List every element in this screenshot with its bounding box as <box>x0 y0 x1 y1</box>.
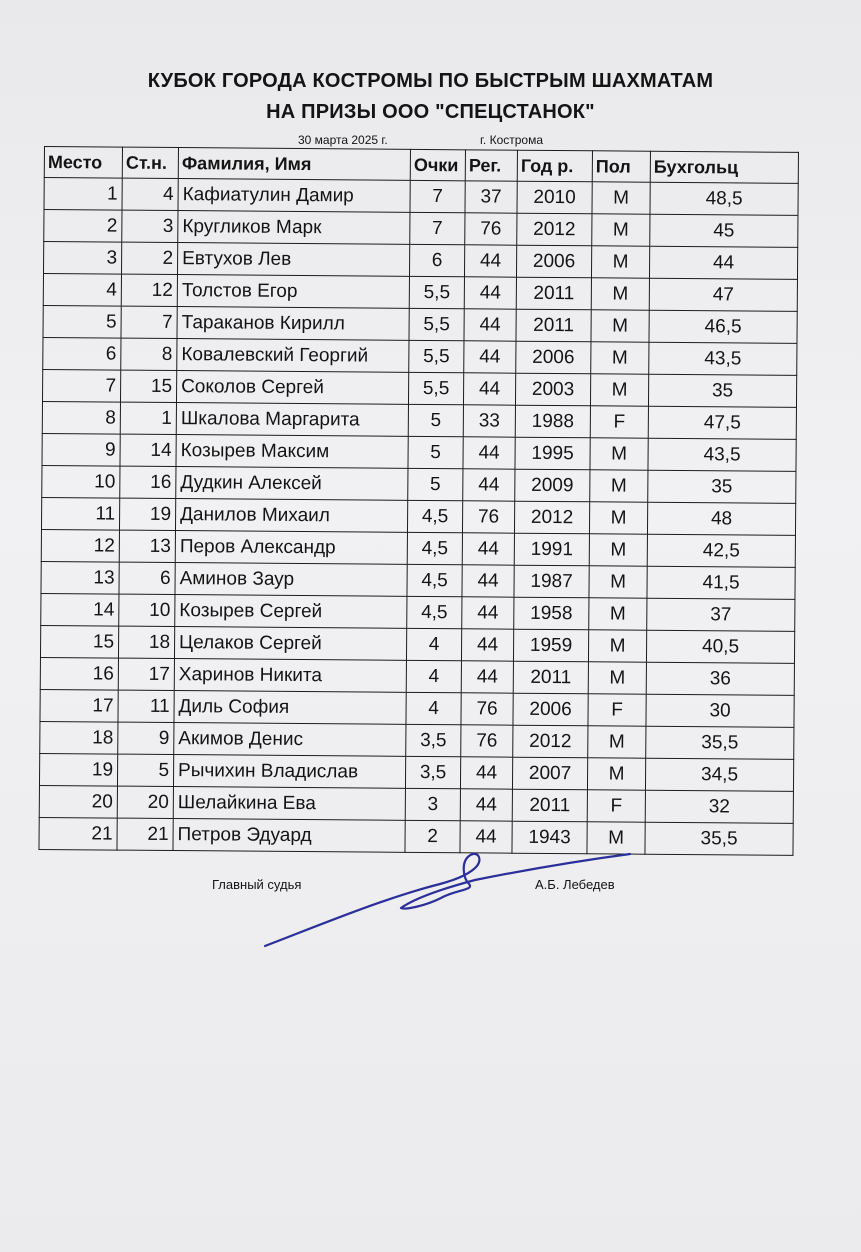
cell-place: 12 <box>41 529 119 562</box>
cell-gender: F <box>590 406 648 438</box>
cell-start-number: 6 <box>119 562 175 594</box>
results-table <box>38 146 799 856</box>
cell-region: 44 <box>460 821 512 853</box>
column-header-start-number: Ст.н. <box>122 147 178 178</box>
cell-start-number: 8 <box>121 338 177 370</box>
cell-gender: F <box>588 694 646 726</box>
cell-name: Целаков Сергей <box>174 627 406 661</box>
cell-region: 44 <box>461 661 513 693</box>
cell-name: Аминов Заур <box>175 563 407 597</box>
cell-buchholz: 36 <box>646 662 794 695</box>
cell-buchholz: 42,5 <box>647 534 795 567</box>
cell-region: 76 <box>465 213 517 245</box>
column-header-name: Фамилия, Имя <box>178 148 410 181</box>
cell-place: 2 <box>44 210 122 243</box>
cell-points: 4,5 <box>407 596 462 628</box>
cell-buchholz: 48,5 <box>650 182 798 215</box>
cell-gender: M <box>591 342 649 374</box>
results-table-body <box>39 178 798 856</box>
cell-start-number: 14 <box>120 434 176 466</box>
cell-points: 4,5 <box>407 532 462 564</box>
cell-birth-year: 2006 <box>513 693 588 726</box>
cell-place: 13 <box>41 561 119 594</box>
cell-birth-year: 2009 <box>515 469 590 502</box>
cell-region: 44 <box>463 373 515 405</box>
cell-buchholz: 47 <box>649 278 797 311</box>
cell-place: 3 <box>43 242 121 275</box>
cell-region: 44 <box>464 341 516 373</box>
cell-gender: M <box>588 662 646 694</box>
cell-gender: M <box>587 822 645 854</box>
cell-name: Шкалова Маргарита <box>176 403 408 437</box>
cell-start-number: 5 <box>117 754 173 786</box>
cell-buchholz: 35,5 <box>645 822 793 855</box>
cell-birth-year: 2012 <box>513 725 588 758</box>
cell-buchholz: 48 <box>647 502 795 535</box>
cell-points: 6 <box>409 244 464 276</box>
cell-start-number: 2 <box>121 242 177 274</box>
cell-region: 44 <box>461 629 513 661</box>
column-header-birth-year: Год р. <box>517 150 592 182</box>
column-header-buchholz: Бухгольц <box>650 151 798 183</box>
cell-points: 4 <box>406 628 461 660</box>
cell-buchholz: 30 <box>646 694 794 727</box>
cell-name: Козырев Сергей <box>175 595 407 629</box>
cell-place: 17 <box>40 689 118 722</box>
cell-region: 44 <box>462 597 514 629</box>
cell-name: Харинов Никита <box>174 659 406 693</box>
cell-birth-year: 1958 <box>514 597 589 630</box>
cell-place: 18 <box>40 721 118 754</box>
cell-buchholz: 35 <box>648 470 796 503</box>
cell-name: Дудкин Алексей <box>176 467 408 501</box>
cell-buchholz: 46,5 <box>649 310 797 343</box>
cell-birth-year: 2011 <box>512 789 587 822</box>
cell-start-number: 19 <box>119 498 175 530</box>
cell-birth-year: 2007 <box>512 757 587 790</box>
cell-points: 5 <box>408 436 463 468</box>
cell-name: Диль София <box>174 691 406 725</box>
cell-points: 5,5 <box>409 340 464 372</box>
cell-birth-year: 2012 <box>514 501 589 534</box>
cell-points: 5 <box>408 468 463 500</box>
cell-points: 7 <box>410 180 465 212</box>
cell-points: 5,5 <box>409 276 464 308</box>
cell-points: 4,5 <box>407 564 462 596</box>
cell-start-number: 20 <box>117 786 173 818</box>
cell-birth-year: 2010 <box>517 181 592 214</box>
cell-gender: M <box>589 534 647 566</box>
cell-name: Евтухов Лев <box>177 243 409 277</box>
cell-start-number: 21 <box>117 818 173 850</box>
cell-buchholz: 40,5 <box>646 630 794 663</box>
cell-buchholz: 47,5 <box>648 406 796 439</box>
cell-region: 37 <box>465 181 517 213</box>
cell-birth-year: 2006 <box>516 341 591 374</box>
cell-points: 4 <box>406 660 461 692</box>
cell-place: 5 <box>43 305 121 338</box>
cell-points: 3 <box>405 788 460 820</box>
cell-buchholz: 45 <box>650 214 798 247</box>
cell-start-number: 12 <box>121 274 177 306</box>
cell-place: 1 <box>44 178 122 211</box>
document-subtitle: НА ПРИЗЫ ООО "СПЕЦСТАНОК" <box>266 101 595 123</box>
cell-birth-year: 2011 <box>516 309 591 342</box>
cell-birth-year: 1943 <box>512 821 587 854</box>
cell-start-number: 16 <box>120 466 176 498</box>
judge-signature <box>255 848 635 958</box>
cell-buchholz: 34,5 <box>645 758 793 791</box>
cell-points: 4 <box>406 692 461 724</box>
cell-points: 4,5 <box>407 500 462 532</box>
cell-start-number: 1 <box>120 402 176 434</box>
cell-name: Акимов Денис <box>174 723 406 757</box>
cell-start-number: 7 <box>121 306 177 338</box>
cell-birth-year: 2003 <box>515 373 590 406</box>
cell-place: 15 <box>40 625 118 658</box>
cell-buchholz: 44 <box>649 246 797 279</box>
cell-place: 6 <box>43 337 121 370</box>
cell-name: Кафиатулин Дамир <box>178 179 410 213</box>
cell-gender: F <box>587 790 645 822</box>
cell-points: 5 <box>408 404 463 436</box>
cell-region: 44 <box>464 277 516 309</box>
cell-start-number: 4 <box>122 178 178 210</box>
cell-start-number: 15 <box>120 370 176 402</box>
column-header-place: Место <box>44 147 122 179</box>
cell-gender: M <box>588 726 646 758</box>
cell-region: 76 <box>462 501 514 533</box>
cell-region: 44 <box>462 533 514 565</box>
cell-buchholz: 32 <box>645 790 793 823</box>
cell-birth-year: 1991 <box>514 533 589 566</box>
cell-birth-year: 2011 <box>516 277 591 310</box>
cell-name: Перов Александр <box>175 531 407 565</box>
cell-name: Козырев Максим <box>176 435 408 469</box>
cell-gender: M <box>591 278 649 310</box>
column-header-points: Очки <box>410 149 465 180</box>
cell-region: 44 <box>462 565 514 597</box>
cell-buchholz: 35,5 <box>646 726 794 759</box>
cell-birth-year: 1995 <box>515 437 590 470</box>
cell-gender: M <box>588 630 646 662</box>
cell-gender: M <box>589 502 647 534</box>
cell-name: Ковалевский Георгий <box>177 339 409 373</box>
cell-start-number: 11 <box>118 690 174 722</box>
cell-gender: M <box>592 214 650 246</box>
document-title: КУБОК ГОРОДА КОСТРОМЫ ПО БЫСТРЫМ ШАХМАТАМ <box>147 70 714 92</box>
cell-region: 44 <box>460 757 512 789</box>
cell-region: 33 <box>463 405 515 437</box>
cell-name: Соколов Сергей <box>176 371 408 405</box>
cell-place: 4 <box>43 274 121 307</box>
column-header-region: Рег. <box>465 150 517 181</box>
tournament-city: г. Кострома <box>480 133 544 147</box>
cell-start-number: 13 <box>119 530 175 562</box>
cell-points: 5,5 <box>408 372 463 404</box>
cell-gender: M <box>591 310 649 342</box>
cell-place: 19 <box>39 753 117 786</box>
column-header-gender: Пол <box>592 151 650 182</box>
cell-name: Толстов Егор <box>177 275 409 309</box>
cell-start-number: 3 <box>122 210 178 242</box>
cell-region: 44 <box>463 469 515 501</box>
cell-buchholz: 35 <box>648 374 796 407</box>
cell-buchholz: 43,5 <box>649 342 797 375</box>
cell-gender: M <box>589 566 647 598</box>
cell-region: 44 <box>464 245 516 277</box>
cell-start-number: 18 <box>118 626 174 658</box>
cell-points: 2 <box>405 820 460 852</box>
chief-judge-name: А.Б. Лебедев <box>535 877 615 892</box>
cell-place: 9 <box>42 433 120 466</box>
cell-gender: M <box>590 438 648 470</box>
cell-place: 11 <box>41 497 119 530</box>
chief-judge-label: Главный судья <box>212 877 302 892</box>
cell-gender: M <box>589 598 647 630</box>
cell-name: Рычихин Владислав <box>173 755 405 789</box>
cell-place: 16 <box>40 657 118 690</box>
cell-name: Петров Эдуард <box>173 819 405 853</box>
cell-region: 44 <box>463 437 515 469</box>
cell-place: 20 <box>39 785 117 818</box>
cell-points: 5,5 <box>409 308 464 340</box>
cell-points: 7 <box>410 212 465 244</box>
cell-region: 44 <box>464 309 516 341</box>
cell-place: 7 <box>42 369 120 402</box>
cell-start-number: 10 <box>119 594 175 626</box>
cell-buchholz: 41,5 <box>647 566 795 599</box>
cell-birth-year: 2006 <box>516 245 591 278</box>
cell-gender: M <box>592 182 650 214</box>
cell-gender: M <box>587 758 645 790</box>
cell-name: Тараканов Кирилл <box>177 307 409 341</box>
cell-gender: M <box>590 470 648 502</box>
cell-name: Кругликов Марк <box>178 211 410 245</box>
cell-gender: M <box>591 246 649 278</box>
cell-start-number: 17 <box>118 658 174 690</box>
cell-gender: M <box>590 374 648 406</box>
cell-region: 76 <box>461 725 513 757</box>
cell-birth-year: 1987 <box>514 565 589 598</box>
cell-place: 8 <box>42 401 120 434</box>
cell-birth-year: 2012 <box>517 213 592 246</box>
cell-birth-year: 1988 <box>515 405 590 438</box>
cell-place: 21 <box>39 817 117 850</box>
cell-buchholz: 43,5 <box>648 438 796 471</box>
cell-place: 14 <box>41 593 119 626</box>
cell-start-number: 9 <box>118 722 174 754</box>
cell-name: Шелайкина Ева <box>173 787 405 821</box>
cell-place: 10 <box>42 465 120 498</box>
cell-birth-year: 2011 <box>513 661 588 694</box>
cell-name: Данилов Михаил <box>175 499 407 533</box>
cell-points: 3,5 <box>406 724 461 756</box>
tournament-date: 30 марта 2025 г. <box>298 133 388 147</box>
cell-region: 76 <box>461 693 513 725</box>
cell-buchholz: 37 <box>647 598 795 631</box>
cell-region: 44 <box>460 789 512 821</box>
cell-birth-year: 1959 <box>513 629 588 662</box>
cell-points: 3,5 <box>405 756 460 788</box>
